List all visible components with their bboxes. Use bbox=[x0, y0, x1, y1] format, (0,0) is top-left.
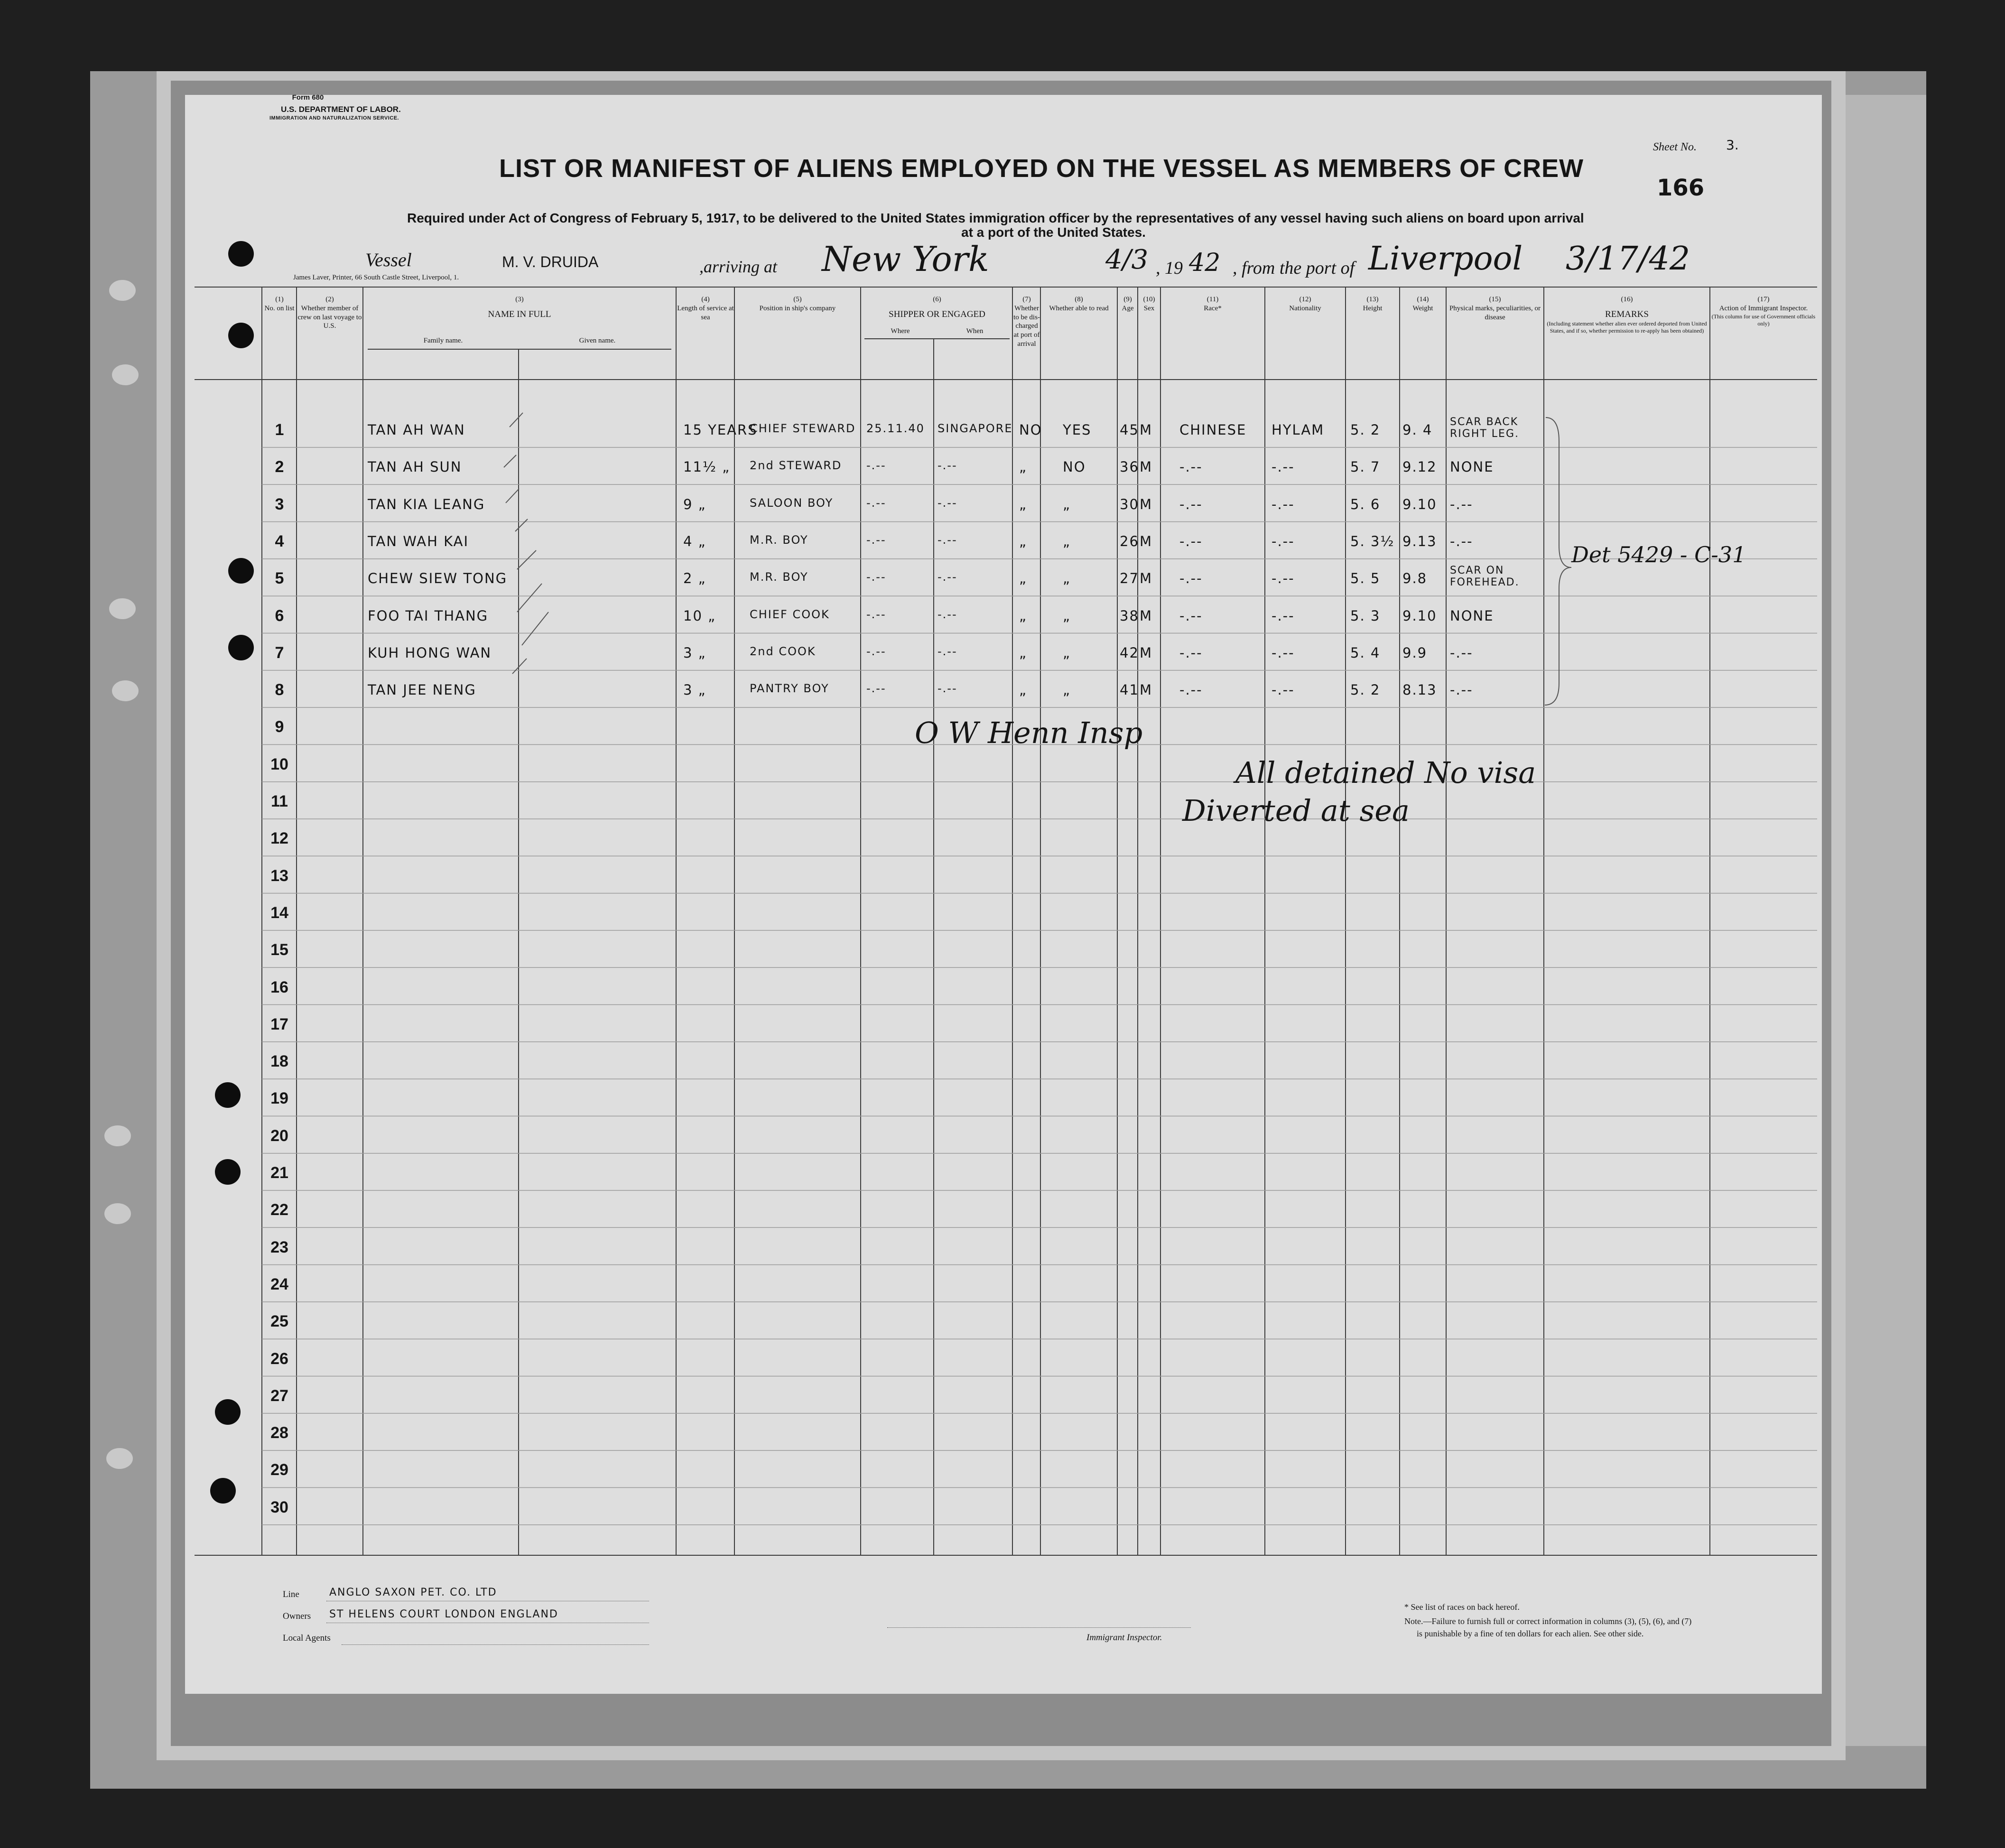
weight: 9.9 bbox=[1402, 644, 1428, 661]
discharged-at-arrival: NO bbox=[1019, 422, 1042, 438]
engaged-where: 25.11.40 bbox=[866, 422, 925, 435]
column-label: Sex bbox=[1143, 304, 1155, 312]
nationality: -.-- bbox=[1272, 682, 1295, 698]
able-to-read: „ bbox=[1063, 570, 1071, 587]
department-name: U.S. DEPARTMENT OF LABOR. bbox=[281, 105, 401, 114]
requirement-text-line2: at a port of the United States. bbox=[961, 225, 1146, 240]
engaged-when: -.-- bbox=[938, 644, 957, 658]
discharged-at-arrival: „ bbox=[1019, 533, 1028, 549]
check-marks bbox=[504, 413, 548, 674]
inspector-signature-rule bbox=[887, 1627, 1191, 1628]
row-number: 19 bbox=[270, 1089, 288, 1108]
height: 5. 4 bbox=[1350, 644, 1381, 661]
sex: M bbox=[1140, 682, 1153, 698]
engaged-when: -.-- bbox=[938, 533, 957, 547]
physical-marks: SCAR BACK RIGHT LEG. bbox=[1450, 416, 1519, 440]
row-number: 15 bbox=[270, 941, 288, 959]
discharged-at-arrival: „ bbox=[1019, 682, 1028, 698]
column-number: (14) bbox=[1417, 296, 1429, 303]
race: -.-- bbox=[1179, 570, 1203, 587]
column-header bbox=[677, 295, 734, 322]
height: 5. 3½ bbox=[1350, 533, 1395, 549]
penalty-note-line1: Note.—Failure to furnish full or correct information in columns (3), (5), (6), and (7) bbox=[1404, 1616, 1692, 1626]
physical-marks: -.-- bbox=[1450, 644, 1473, 661]
position: CHIEF COOK bbox=[750, 607, 830, 621]
column-number: (3) bbox=[515, 296, 524, 303]
nationality: -.-- bbox=[1272, 533, 1295, 549]
column-number: (2) bbox=[325, 296, 334, 303]
nationality: -.-- bbox=[1272, 570, 1295, 587]
requirement-text-line1: Required under Act of Congress of February 5, 1917, to be delivered to the United States immigration officer by the representatives of any vessel having such aliens on board upon arrival bbox=[407, 211, 1584, 225]
row-number: 14 bbox=[270, 903, 288, 922]
engaged-where: -.-- bbox=[866, 533, 886, 547]
column-number: (9) bbox=[1123, 296, 1132, 303]
engaged-when: -.-- bbox=[938, 459, 957, 473]
row-number: 13 bbox=[270, 866, 288, 885]
column-header bbox=[1346, 295, 1400, 313]
column-subheader: Where bbox=[891, 327, 910, 335]
diverted-note: Diverted at sea bbox=[1182, 793, 1410, 828]
engaged-where: -.-- bbox=[866, 459, 886, 473]
row-number: 6 bbox=[275, 606, 284, 625]
race: -.-- bbox=[1179, 459, 1203, 475]
column-header bbox=[1138, 295, 1160, 313]
discharged-at-arrival: „ bbox=[1019, 607, 1028, 624]
race: -.-- bbox=[1179, 607, 1203, 624]
column-label: Action of Immigrant Inspector. bbox=[1719, 304, 1808, 312]
nationality: HYLAM bbox=[1272, 422, 1325, 438]
able-to-read: YES bbox=[1063, 422, 1092, 438]
row-number: 4 bbox=[275, 532, 284, 550]
row-number: 3 bbox=[275, 495, 284, 513]
able-to-read: „ bbox=[1063, 496, 1071, 512]
column-label: REMARKS bbox=[1605, 309, 1649, 319]
column-header bbox=[1160, 295, 1265, 313]
column-label: Position in ship's company bbox=[759, 304, 836, 312]
weight: 9.10 bbox=[1402, 496, 1437, 512]
column-header bbox=[863, 295, 1012, 335]
column-header bbox=[1118, 295, 1138, 313]
position: PANTRY BOY bbox=[750, 682, 829, 696]
departure-port: Liverpool bbox=[1368, 240, 1523, 278]
race: -.-- bbox=[1179, 496, 1203, 512]
owners-address: ST HELENS COURT LONDON ENGLAND bbox=[329, 1608, 558, 1620]
physical-marks: -.-- bbox=[1450, 496, 1473, 512]
sex: M bbox=[1140, 496, 1153, 512]
remarks-annotation: Det 5429 - C-31 bbox=[1571, 542, 1746, 567]
nationality: -.-- bbox=[1272, 644, 1295, 661]
column-note: (Including statement whether alien ever ordered deported from United States, and if so, whether permission to re-apply has been obtained) bbox=[1547, 320, 1707, 334]
column-label: Nationality bbox=[1289, 304, 1321, 312]
age: 26 bbox=[1120, 533, 1139, 549]
age: 42 bbox=[1120, 644, 1139, 661]
engaged-when: -.-- bbox=[938, 682, 957, 696]
column-header bbox=[1265, 295, 1346, 313]
column-label: Whether to be dis-charged at port of arrival bbox=[1013, 304, 1040, 348]
crew-name: TAN JEE NENG bbox=[368, 682, 476, 698]
engaged-where: -.-- bbox=[866, 496, 886, 510]
remarks-brace bbox=[1545, 418, 1571, 705]
height: 5. 7 bbox=[1350, 459, 1381, 475]
column-number: (7) bbox=[1022, 296, 1031, 303]
row-number: 1 bbox=[275, 421, 284, 439]
row-number: 23 bbox=[270, 1238, 288, 1256]
row-number: 26 bbox=[270, 1349, 288, 1368]
row-number: 10 bbox=[270, 755, 288, 773]
column-subheaders bbox=[863, 327, 1012, 336]
sex: M bbox=[1140, 422, 1153, 438]
discharged-at-arrival: „ bbox=[1019, 570, 1028, 587]
row-number: 8 bbox=[275, 681, 284, 699]
engaged-when: -.-- bbox=[938, 607, 957, 621]
column-number: (17) bbox=[1757, 296, 1770, 303]
physical-marks: -.-- bbox=[1450, 682, 1473, 698]
physical-marks: NONE bbox=[1450, 459, 1494, 475]
owners-label: Owners bbox=[283, 1611, 311, 1621]
column-number: (5) bbox=[793, 296, 802, 303]
discharged-at-arrival: „ bbox=[1019, 496, 1028, 512]
row-number: 20 bbox=[270, 1126, 288, 1145]
column-header bbox=[1400, 295, 1446, 313]
engaged-where: -.-- bbox=[866, 644, 886, 658]
column-label: No. on list bbox=[264, 304, 295, 312]
column-label: Whether able to read bbox=[1049, 304, 1109, 312]
column-header bbox=[262, 295, 297, 313]
penalty-note-line2: is punishable by a fine of ten dollars for each alien. See other side. bbox=[1417, 1629, 1644, 1638]
crew-name: CHEW SIEW TONG bbox=[368, 570, 508, 587]
physical-marks: -.-- bbox=[1450, 533, 1473, 549]
row-number: 29 bbox=[270, 1461, 288, 1479]
engaged-where: -.-- bbox=[866, 607, 886, 621]
row-number: 22 bbox=[270, 1201, 288, 1219]
column-label: Physical marks, peculiarities, or disease bbox=[1449, 304, 1541, 321]
column-header bbox=[1446, 295, 1544, 322]
position: 2nd COOK bbox=[750, 644, 816, 658]
weight: 9.12 bbox=[1402, 459, 1437, 475]
position: 2nd STEWARD bbox=[750, 459, 842, 473]
row-rules bbox=[262, 447, 1817, 1525]
column-subheader: When bbox=[966, 327, 984, 335]
row-number: 17 bbox=[270, 1015, 288, 1033]
row-number: 18 bbox=[270, 1052, 288, 1071]
inspector-signature: O W Henn Insp bbox=[915, 715, 1143, 750]
physical-marks: SCAR ON FOREHEAD. bbox=[1450, 565, 1520, 589]
column-header bbox=[1710, 295, 1817, 327]
weight: 9.10 bbox=[1402, 607, 1437, 624]
sex: M bbox=[1140, 607, 1153, 624]
engaged-when: -.-- bbox=[938, 570, 957, 584]
age: 45 bbox=[1120, 422, 1139, 438]
length-of-service: 9 „ bbox=[683, 496, 706, 512]
race: CHINESE bbox=[1179, 422, 1247, 438]
row-number: 25 bbox=[270, 1312, 288, 1331]
column-label: Whether member of crew on last voyage to U.S. bbox=[297, 304, 362, 330]
column-number: (13) bbox=[1366, 296, 1379, 303]
height: 5. 2 bbox=[1350, 422, 1381, 438]
column-header bbox=[297, 295, 363, 331]
column-subheader: Family name. bbox=[423, 336, 463, 344]
local-agents-label: Local Agents bbox=[283, 1633, 331, 1643]
column-header bbox=[1041, 295, 1117, 313]
departure-label: , from the port of bbox=[1233, 258, 1355, 278]
immigrant-inspector-label: Immigrant Inspector. bbox=[1086, 1633, 1162, 1643]
row-number: 16 bbox=[270, 978, 288, 996]
row-number: 24 bbox=[270, 1275, 288, 1293]
column-number: (15) bbox=[1489, 296, 1501, 303]
engaged-when: SINGAPORE bbox=[938, 422, 1013, 435]
arrival-port: New York bbox=[822, 239, 989, 279]
detained-note: All detained No visa bbox=[1235, 755, 1536, 790]
able-to-read: „ bbox=[1063, 607, 1071, 624]
column-label: Weight bbox=[1412, 304, 1433, 312]
length-of-service: 3 „ bbox=[683, 644, 706, 661]
column-label: Race* bbox=[1204, 304, 1222, 312]
column-number: (12) bbox=[1299, 296, 1311, 303]
height: 5. 3 bbox=[1350, 607, 1381, 624]
column-subheaders bbox=[365, 336, 674, 345]
row-number: 12 bbox=[270, 829, 288, 848]
crew-name: TAN AH WAN bbox=[368, 422, 465, 438]
row-number: 9 bbox=[275, 718, 284, 736]
sex: M bbox=[1140, 533, 1153, 549]
able-to-read: „ bbox=[1063, 533, 1071, 549]
weight: 9. 4 bbox=[1402, 422, 1433, 438]
weight: 8.13 bbox=[1402, 682, 1437, 698]
able-to-read: „ bbox=[1063, 682, 1071, 698]
discharged-at-arrival: „ bbox=[1019, 459, 1028, 475]
column-number: (10) bbox=[1143, 296, 1155, 303]
row-number: 11 bbox=[271, 792, 288, 810]
position: M.R. BOY bbox=[750, 570, 808, 584]
sheet-number: 3. bbox=[1726, 137, 1739, 153]
engaged-where: -.-- bbox=[866, 570, 886, 584]
length-of-service: 11½ „ bbox=[683, 459, 731, 475]
crew-name: KUH HONG WAN bbox=[368, 644, 492, 661]
races-note: * See list of races on back hereof. bbox=[1404, 1602, 1520, 1612]
column-number: (6) bbox=[933, 296, 941, 303]
column-label: Length of service at sea bbox=[677, 304, 734, 321]
crew-name: TAN WAH KAI bbox=[368, 533, 469, 549]
able-to-read: „ bbox=[1063, 644, 1071, 661]
column-label: Age bbox=[1122, 304, 1134, 312]
line-label: Line bbox=[283, 1589, 299, 1599]
engaged-when: -.-- bbox=[938, 496, 957, 510]
crew-name: TAN AH SUN bbox=[368, 459, 462, 475]
column-label: Height bbox=[1363, 304, 1383, 312]
race: -.-- bbox=[1179, 644, 1203, 661]
row-number: 2 bbox=[275, 458, 284, 476]
year-suffix: 42 bbox=[1189, 249, 1221, 277]
height: 5. 6 bbox=[1350, 496, 1381, 512]
line-company: ANGLO SAXON PET. CO. LTD bbox=[329, 1587, 497, 1598]
departure-date: 3/17/42 bbox=[1566, 240, 1690, 278]
column-number: (4) bbox=[701, 296, 710, 303]
nationality: -.-- bbox=[1272, 459, 1295, 475]
form-number: Form 680 bbox=[292, 93, 324, 102]
weight: 9.8 bbox=[1402, 570, 1428, 587]
weight: 9.13 bbox=[1402, 533, 1437, 549]
position: CHIEF STEWARD bbox=[750, 422, 856, 435]
row-number: 5 bbox=[275, 569, 284, 588]
sex: M bbox=[1140, 644, 1153, 661]
row-number: 30 bbox=[270, 1498, 288, 1516]
nationality: -.-- bbox=[1272, 496, 1295, 512]
discharged-at-arrival: „ bbox=[1019, 644, 1028, 661]
column-note: (This column for use of Government officials only) bbox=[1711, 313, 1816, 327]
column-subheader: Given name. bbox=[579, 336, 616, 344]
physical-marks: NONE bbox=[1450, 607, 1494, 624]
age: 27 bbox=[1120, 570, 1139, 587]
row-number: 7 bbox=[275, 643, 284, 662]
age: 30 bbox=[1120, 496, 1139, 512]
column-label: NAME IN FULL bbox=[488, 309, 551, 319]
arriving-label: ,arriving at bbox=[699, 257, 778, 276]
position: SALOON BOY bbox=[750, 496, 834, 510]
column-header bbox=[1544, 295, 1710, 334]
sheet-number-label: Sheet No. bbox=[1653, 141, 1697, 153]
column-number: (16) bbox=[1621, 296, 1633, 303]
position: M.R. BOY bbox=[750, 533, 808, 547]
column-number: (8) bbox=[1075, 296, 1083, 303]
column-label: SHIPPER OR ENGAGED bbox=[889, 309, 985, 319]
length-of-service: 10 „ bbox=[683, 607, 716, 624]
nationality: -.-- bbox=[1272, 607, 1295, 624]
year-prefix: , 19 bbox=[1156, 258, 1183, 278]
length-of-service: 2 „ bbox=[683, 570, 706, 587]
vessel-name: M. V. DRUIDA bbox=[502, 253, 599, 270]
column-header bbox=[734, 295, 861, 313]
crew-name: TAN KIA LEANG bbox=[368, 496, 485, 512]
arrival-date: 4/3 bbox=[1105, 244, 1149, 275]
column-number: (1) bbox=[275, 296, 284, 303]
height: 5. 2 bbox=[1350, 682, 1381, 698]
crew-name: FOO TAI THANG bbox=[368, 607, 489, 624]
row-number: 27 bbox=[270, 1386, 288, 1405]
sex: M bbox=[1140, 459, 1153, 475]
vessel-label: Vessel bbox=[365, 249, 412, 270]
length-of-service: 4 „ bbox=[683, 533, 706, 549]
sex: M bbox=[1140, 570, 1153, 587]
printer-imprint: James Laver, Printer, 66 South Castle Street, Liverpool, 1. bbox=[293, 274, 459, 281]
age: 38 bbox=[1120, 607, 1139, 624]
column-header bbox=[365, 295, 674, 345]
length-of-service: 15 YEARS bbox=[683, 422, 758, 438]
race: -.-- bbox=[1179, 682, 1203, 698]
engaged-where: -.-- bbox=[866, 682, 886, 696]
race: -.-- bbox=[1179, 533, 1203, 549]
row-number: 28 bbox=[270, 1424, 288, 1442]
able-to-read: NO bbox=[1063, 459, 1086, 475]
service-name: IMMIGRATION AND NATURALIZATION SERVICE. bbox=[269, 115, 399, 121]
page-title: LIST OR MANIFEST OF ALIENS EMPLOYED ON THE VESSEL AS MEMBERS OF CREW bbox=[499, 154, 1584, 183]
age: 41 bbox=[1120, 682, 1139, 698]
length-of-service: 3 „ bbox=[683, 682, 706, 698]
age: 36 bbox=[1120, 459, 1139, 475]
local-agents-rule bbox=[342, 1644, 649, 1645]
column-header bbox=[1013, 295, 1040, 349]
column-number: (11) bbox=[1207, 296, 1219, 303]
page-number-stamp: 166 bbox=[1657, 175, 1705, 201]
height: 5. 5 bbox=[1350, 570, 1381, 587]
row-number: 21 bbox=[270, 1164, 288, 1182]
